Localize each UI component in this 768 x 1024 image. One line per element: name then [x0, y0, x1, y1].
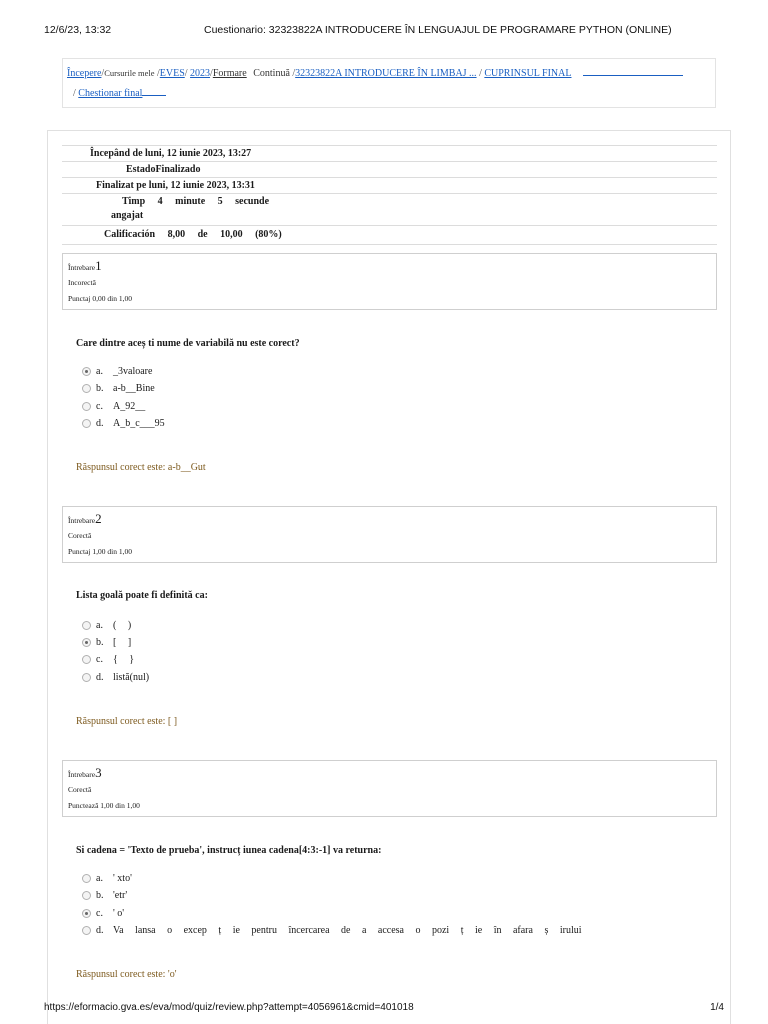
- radio-icon[interactable]: [82, 926, 91, 935]
- radio-icon[interactable]: [82, 384, 91, 393]
- question-3-text: Si cadena = 'Texto de prueba', instrucț iunea cadena[4:3:-1] va returna:: [76, 845, 382, 856]
- radio-icon[interactable]: [82, 419, 91, 428]
- question-state: Corectă: [68, 531, 92, 540]
- summary-finished-row: [62, 177, 717, 193]
- summary-grade-row: [62, 225, 717, 245]
- summary-finished: Finalizat pe luni, 12 iunie 2023, 13:31: [96, 180, 255, 191]
- question-2-info: [62, 506, 717, 563]
- question-label: Întrebare: [68, 263, 96, 272]
- summary-time: Timp 4 minute 5 secunde: [122, 196, 270, 207]
- summary-started: Începând de luni, 12 iunie 2023, 13:27: [90, 148, 252, 159]
- radio-selected-icon[interactable]: [82, 909, 91, 918]
- summary-grade: Calificación 8,00 de 10,00 (80%): [104, 229, 282, 240]
- breadcrumb-home-link[interactable]: Începere: [67, 68, 102, 79]
- question-3-feedback: Răspunsul corect este: 'o': [76, 969, 177, 980]
- radio-icon[interactable]: [82, 402, 91, 411]
- print-title: Cuestionario: 32323822A INTRODUCERE ÎN LENGUAJUL DE PROGRAMARE PYTHON (ONLINE): [204, 24, 672, 36]
- print-header: [44, 24, 724, 38]
- radio-icon[interactable]: [82, 891, 91, 900]
- summary-state: EstadoFinalizado: [126, 164, 201, 175]
- radio-icon[interactable]: [82, 673, 91, 682]
- print-page-number: 1/4: [710, 1002, 724, 1013]
- question-2-text: Lista goală poate fi definită ca:: [76, 590, 208, 601]
- question-number: 1: [95, 258, 102, 273]
- question-label: Întrebare: [68, 516, 96, 525]
- print-url: https://eformacio.gva.es/eva/mod/quiz/review.php?attempt=4056961&cmid=401018: [44, 1002, 414, 1013]
- question-number: 3: [95, 765, 102, 780]
- radio-icon[interactable]: [82, 874, 91, 883]
- print-datetime: 12/6/23, 13:32: [44, 24, 112, 36]
- radio-icon[interactable]: [82, 655, 91, 664]
- question-1-info: [62, 253, 717, 310]
- breadcrumb-continua-link[interactable]: Continuă: [253, 68, 290, 79]
- breadcrumb-course-link[interactable]: 32323822A INTRODUCERE ÎN LIMBAJ ...: [295, 68, 477, 79]
- question-grade: Punctaj 0,00 din 1,00: [68, 294, 132, 303]
- question-1-feedback: Răspunsul corect este: a-b__Gut: [76, 462, 206, 473]
- breadcrumb: Începere/Cursurile mele /EVES/ 2023/Formare Continuă /32323822A INTRODUCERE ÎN LIMBAJ ... / CUPRINSUL FINAL / Chestionar final: [62, 58, 716, 108]
- summary-time-row: [62, 193, 717, 225]
- breadcrumb-category-link[interactable]: EVES: [159, 68, 185, 79]
- question-3-info: [62, 760, 717, 817]
- print-footer: [44, 1002, 724, 1016]
- radio-selected-icon[interactable]: [82, 367, 91, 376]
- question-grade: Punctează 1,00 din 1,00: [68, 801, 140, 810]
- radio-icon[interactable]: [82, 621, 91, 630]
- question-grade: Punctaj 1,00 din 1,00: [68, 547, 132, 556]
- breadcrumb-my-courses-link[interactable]: Cursurile mele: [104, 68, 155, 78]
- question-state: Corectă: [68, 785, 92, 794]
- breadcrumb-section-link[interactable]: CUPRINSUL FINAL: [484, 68, 572, 79]
- summary-state-row: [62, 161, 717, 177]
- breadcrumb-year-link[interactable]: 2023: [190, 68, 211, 79]
- question-number: 2: [95, 511, 102, 526]
- summary-started-row: [62, 145, 717, 161]
- attempt-summary-table: [62, 145, 717, 245]
- breadcrumb-quiz-underline: [142, 88, 166, 96]
- breadcrumb-quiz-link[interactable]: Chestionar final: [78, 88, 143, 99]
- question-2-feedback: Răspunsul corect este: [ ]: [76, 716, 178, 727]
- question-1-text: Care dintre aceș ti nume de variabilă nu este corect?: [76, 338, 300, 349]
- summary-time-cont: angajat: [111, 210, 144, 221]
- radio-selected-icon[interactable]: [82, 638, 91, 647]
- breadcrumb-formare-link[interactable]: Formare: [212, 68, 247, 79]
- question-label: Întrebare: [68, 770, 96, 779]
- breadcrumb-underline-decoration: [583, 68, 683, 76]
- question-state: Incorectă: [68, 278, 96, 287]
